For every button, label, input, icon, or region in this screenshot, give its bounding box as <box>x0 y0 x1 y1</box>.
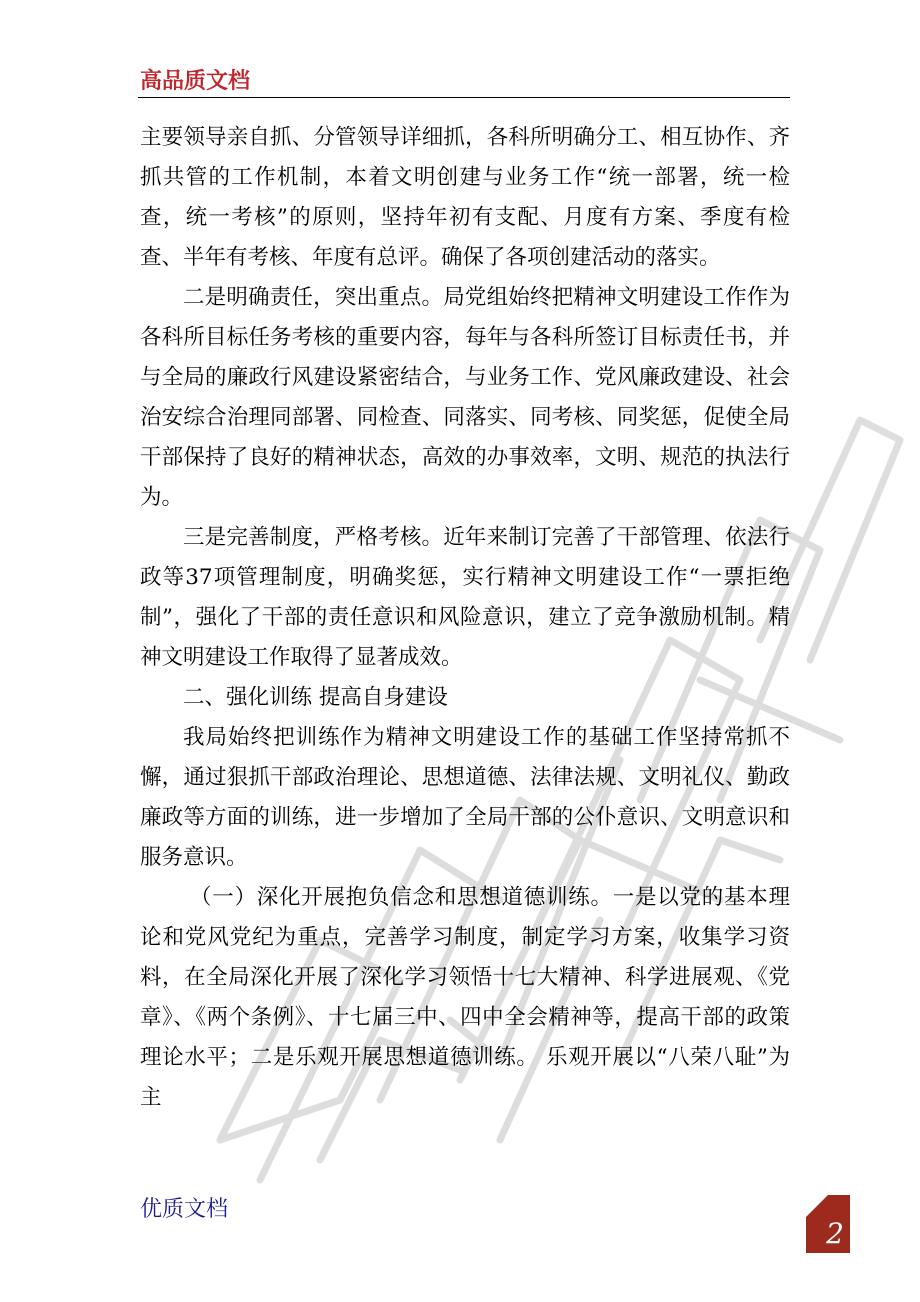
footer-title: 优质文档 <box>140 1197 229 1222</box>
paragraph: （一）深化开展抱负信念和思想道德训练。一是以党的基本理论和党风党纪为重点，完善学习制度，制定学习方案，收集学习资料，在全局深化开展了深化学习领悟十七大精神、科学进展观、《党章》、《两个条例》、十七届三中、四中全会精神等，提高干部的政策理论水平；二是乐观开展思想道德训练。 乐观开展以“八荣八耻”为主 <box>140 885 790 1110</box>
paragraph: 二是明确责任，突出重点。局党组始终把精神文明建设工作作为各科所目标任务考核的重要内容，每年与各科所签订目标责任书，并与全局的廉政行风建设紧密结合，与业务工作、党风廉政建设、社会治安综合治理同部署、同检查、同落实、同考核、同奖惩，促使全局干部保持了良好的精神状态，高效的办事效率，文明、规范的执法行为。 <box>140 285 790 510</box>
paragraph: 我局始终把训练作为精神文明建设工作的基础工作坚持常抓不懈，通过狠抓干部政治理论、思想道德、法律法规、文明礼仪、勤政廉政等方面的训练，进一步增加了全局干部的公仆意识、文明意识和服务意识。 <box>140 725 790 870</box>
page-number-badge <box>806 1195 850 1253</box>
header-divider <box>138 97 790 98</box>
document-body <box>140 118 790 1118</box>
paragraph: 主要领导亲自抓、分管领导详细抓，各科所明确分工、相互协作、齐抓共管的工作机制，本着文明创建与业务工作“统一部署，统一检查，统一考核”的原则，坚持年初有支配、月度有方案、季度有检查、半年有考核、年度有总评。确保了各项创建活动的落实。 <box>140 125 790 270</box>
page-badge-corner <box>806 1195 828 1217</box>
header-title: 高品质文档 <box>140 69 251 94</box>
section-heading: 二、强化训练 提高自身建设 <box>183 685 448 710</box>
page-number: 2 <box>826 1217 844 1250</box>
paragraph: 三是完善制度，严格考核。近年来制订完善了干部管理、依法行政等37项管理制度，明确奖惩，实行精神文明建设工作“一票拒绝制”，强化了干部的责任意识和风险意识，建立了竞争激励机制。精神文明建设工作取得了显著成效。 <box>140 525 790 670</box>
